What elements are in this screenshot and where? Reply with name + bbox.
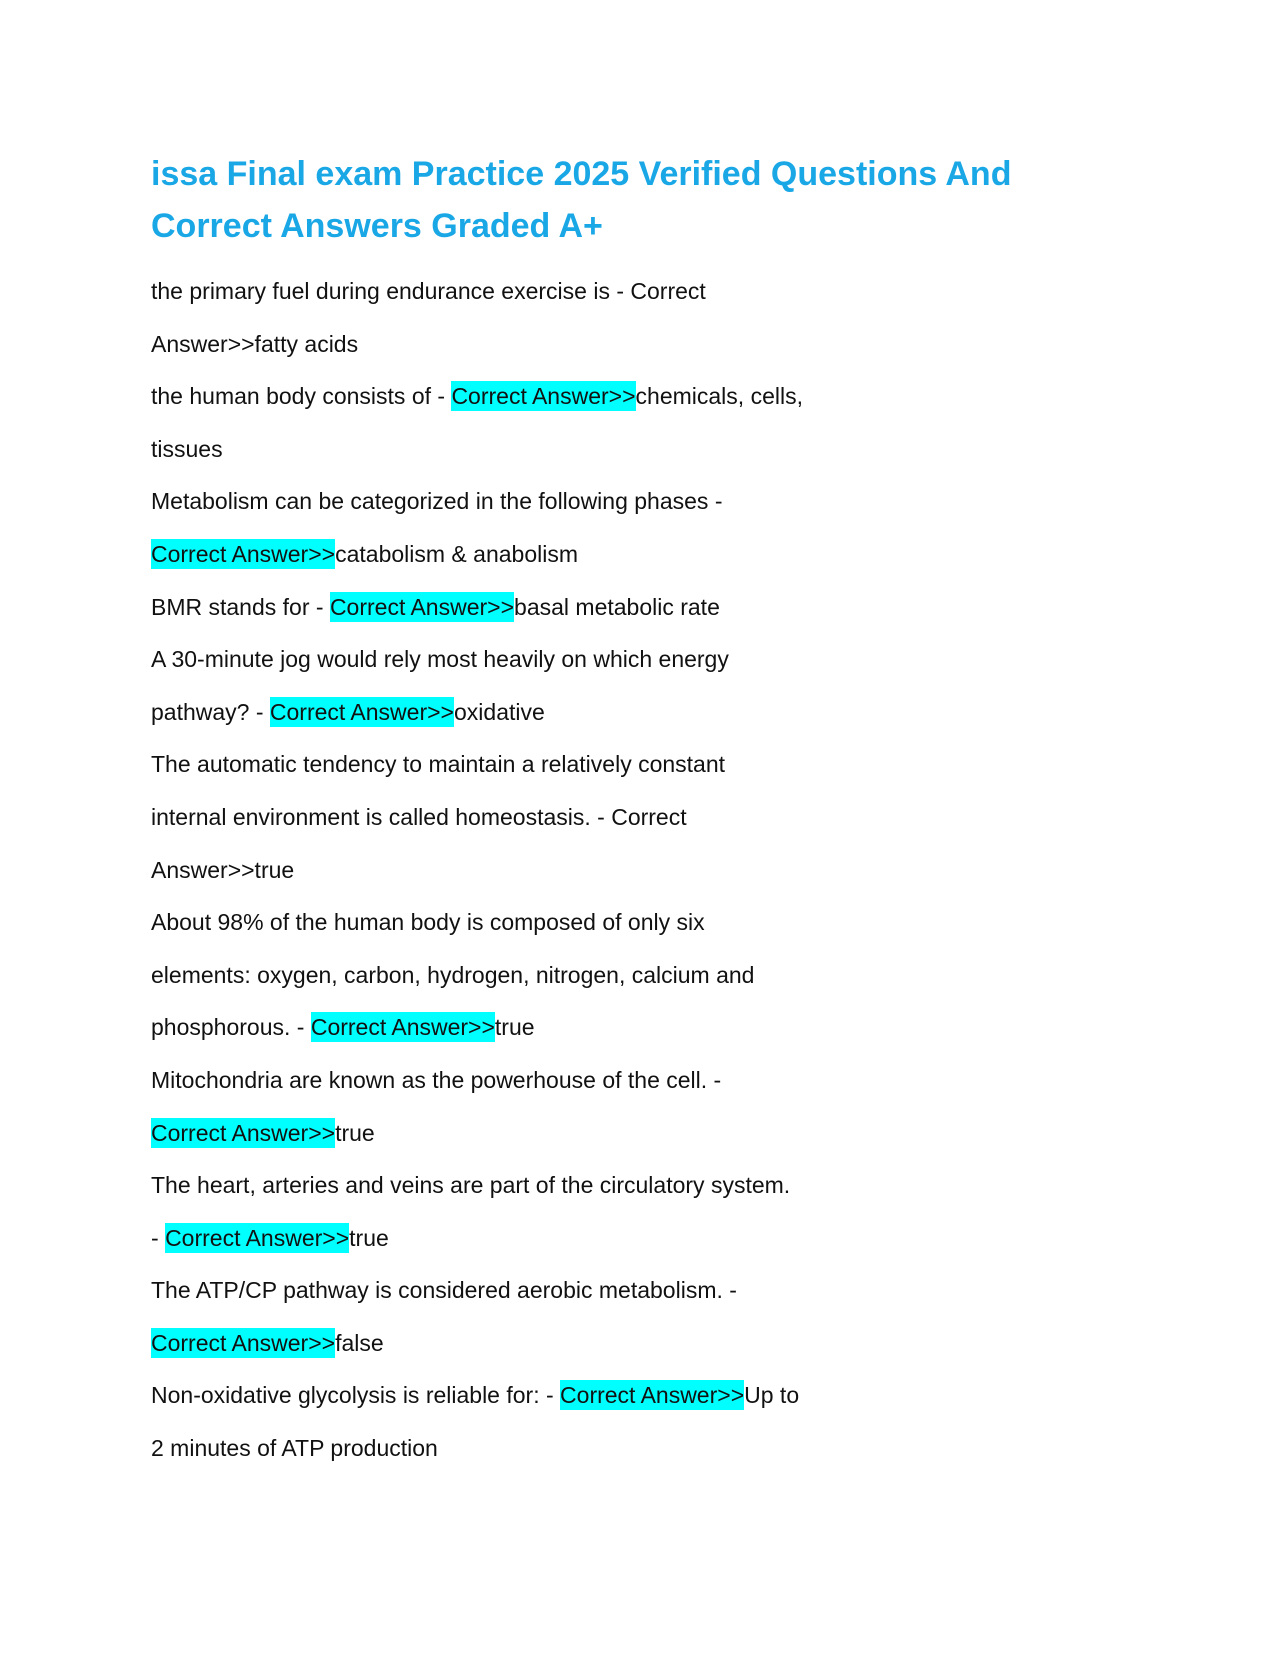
text-line	[151, 370, 911, 423]
correct-answer-highlight: Correct Answer>>	[151, 1119, 336, 1146]
line-text: elements: oxygen, carbon, hydrogen, nitrogen, calcium and	[151, 961, 755, 988]
text-line	[151, 1001, 911, 1054]
text-line	[151, 1054, 911, 1107]
text-line	[151, 1317, 911, 1370]
answer-text: true	[335, 1119, 375, 1146]
text-line	[151, 1159, 911, 1212]
line-text: A 30-minute jog would rely most heavily on which energy	[151, 646, 729, 673]
line-text: About 98% of the human body is composed of only six	[151, 909, 705, 936]
text-line	[151, 738, 911, 791]
line-text: Non-oxidative glycolysis is reliable for: -	[151, 1382, 561, 1409]
answer-text: oxidative	[454, 698, 545, 725]
text-line	[151, 581, 911, 634]
line-text: Answer>>true	[151, 856, 295, 883]
answer-text: catabolism & anabolism	[335, 540, 578, 567]
document-title: issa Final exam Practice 2025 Verified Questions And Correct Answers Graded A+	[151, 155, 1012, 245]
line-text: tissues	[151, 435, 223, 462]
correct-answer-highlight: Correct Answer>>	[310, 1014, 495, 1041]
line-text: phosphorous. -	[151, 1014, 311, 1041]
text-line	[151, 1369, 911, 1422]
answer-text: true	[349, 1224, 389, 1251]
line-text: internal environment is called homeostasis. - Correct	[151, 803, 687, 830]
text-line	[151, 633, 911, 686]
line-text: the primary fuel during endurance exercise is - Correct	[151, 278, 706, 304]
line-text: Metabolism can be categorized in the following phases -	[151, 488, 723, 515]
text-line	[151, 896, 911, 949]
text-line	[151, 1264, 911, 1317]
answer-text: true	[494, 1014, 535, 1041]
text-line	[151, 423, 911, 476]
text-line	[151, 1212, 911, 1265]
line-text: pathway? -	[151, 698, 270, 725]
correct-answer-highlight: Correct Answer>>	[560, 1382, 745, 1409]
line-text: the human body consists of -	[151, 383, 452, 410]
line-text: The heart, arteries and veins are part of the circulatory system.	[151, 1172, 791, 1199]
answer-text: chemicals, cells,	[635, 383, 803, 410]
line-text: -	[151, 1224, 166, 1251]
text-line	[151, 791, 911, 844]
answer-text: basal metabolic rate	[514, 593, 720, 620]
line-text: Mitochondria are known as the powerhouse of the cell. -	[151, 1066, 722, 1093]
line-text: BMR stands for -	[151, 593, 330, 620]
text-line	[151, 686, 911, 739]
answer-text: Up to	[744, 1382, 800, 1409]
line-text: 2 minutes of ATP production	[151, 1435, 438, 1462]
text-line	[151, 318, 911, 371]
correct-answer-highlight: Correct Answer>>	[269, 698, 454, 725]
text-line	[151, 1107, 911, 1160]
document-body	[151, 265, 911, 1475]
correct-answer-highlight: Correct Answer>>	[151, 1329, 336, 1356]
correct-answer-highlight: Correct Answer>>	[165, 1224, 350, 1251]
line-text: The ATP/CP pathway is considered aerobic metabolism. -	[151, 1277, 737, 1304]
text-line	[151, 475, 911, 528]
text-line	[151, 528, 911, 581]
text-line	[151, 1422, 911, 1475]
text-line	[151, 949, 911, 1002]
correct-answer-highlight: Correct Answer>>	[329, 593, 515, 620]
correct-answer-highlight: Correct Answer>>	[451, 383, 636, 410]
line-text: Answer>>fatty acids	[151, 330, 359, 357]
text-line	[151, 844, 911, 897]
line-text: The automatic tendency to maintain a relatively constant	[151, 751, 726, 778]
answer-text: false	[335, 1329, 384, 1356]
text-line	[151, 265, 911, 318]
correct-answer-highlight: Correct Answer>>	[151, 540, 336, 567]
